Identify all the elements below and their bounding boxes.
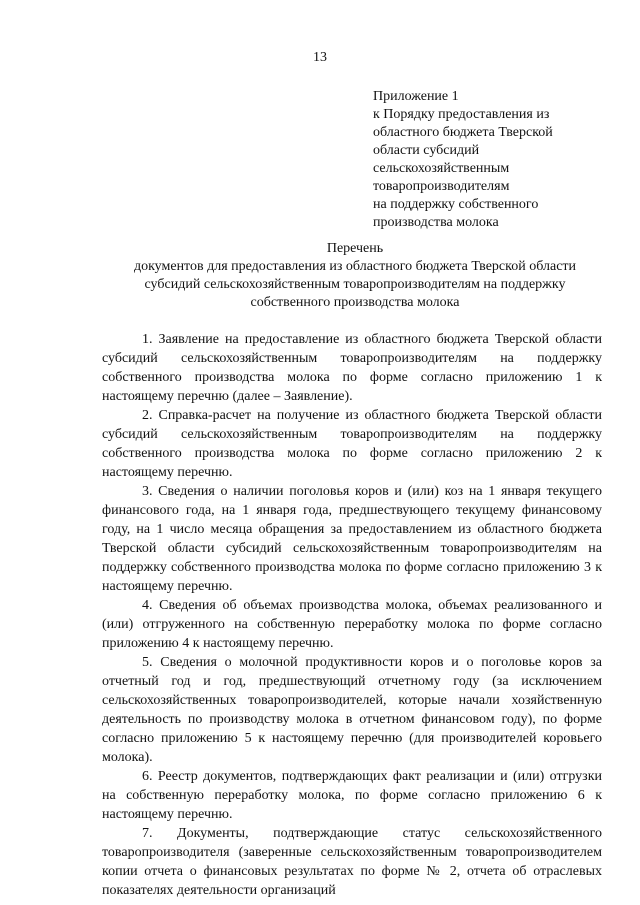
appendix-line: к Порядку предоставления из <box>373 107 550 122</box>
appendix-line: области субсидий <box>373 143 480 158</box>
appendix-header <box>373 88 603 232</box>
list-item: 1. Заявление на предоставление из областного бюджета Тверской области субсидий сельскохозяйственным товаропроизводителям на поддержку собственного производства молока по форме согласно приложению 1 к настоящему перечню (далее – Заявление). <box>102 332 602 404</box>
list-item: 6. Реестр документов, подтверждающих факт реализации и (или) отгрузки на собственную переработку молока, по форме согласно приложению 6 к настоящему перечню. <box>102 769 602 822</box>
appendix-line: областного бюджета Тверской <box>373 125 553 140</box>
title-line: субсидий сельскохозяйственным товаропроизводителям на поддержку <box>144 277 566 292</box>
document-list <box>102 330 602 900</box>
list-item: 4. Сведения об объемах производства молока, объемах реализованного и (или) отгруженного на собственную переработку молока по форме согласно приложению 4 к настоящему перечню. <box>102 598 602 651</box>
title-line: документов для предоставления из областного бюджета Тверской области <box>133 259 577 274</box>
appendix-line: сельскохозяйственным <box>373 161 510 176</box>
list-item: 3. Сведения о наличии поголовья коров и (или) коз на 1 января текущего финансового года, на 1 января года, предшествующего текущему финансовому году, на 1 число месяца обращения за предоставлением из областного бюджета Тверской области субсидий сельскохозяйственным товаропроизводителям на поддержку собственного производства молока по форме согласно приложению 3 к настоящему перечню. <box>102 484 602 594</box>
list-item: 5. Сведения о молочной продуктивности коров и о поголовье коров за отчетный год и год, предшествующий отчетному году (за исключением сельскохозяйственных товаропроизводителей, которые начали хозяйственную деятельность по производству молока в отчетном финансовом году), по форме согласно приложению 5 к настоящему перечню (для производителей коровьего молока). <box>102 655 602 765</box>
appendix-line: на поддержку собственного <box>373 197 539 212</box>
list-item: 7. Документы, подтверждающие статус сельскохозяйственного товаропроизводителя (заверенные сельскохозяйственным товаропроизводителем копии отчета о финансовых результатах по форме № 2, отчета об отраслевых показателях деятельности организаций <box>102 826 602 898</box>
appendix-line: товаропроизводителям <box>373 179 510 194</box>
list-item: 2. Справка-расчет на получение из областного бюджета Тверской области субсидий сельскохозяйственным товаропроизводителям на поддержку собственного производства молока по форме согласно приложению 2 к настоящему перечню. <box>102 408 602 480</box>
document-title <box>100 240 610 312</box>
title-heading: Перечень <box>326 241 384 256</box>
page-number: 13 <box>313 50 327 65</box>
title-line: собственного производства молока <box>250 295 460 310</box>
appendix-line: Приложение 1 <box>373 89 459 104</box>
appendix-line: производства молока <box>373 215 499 230</box>
